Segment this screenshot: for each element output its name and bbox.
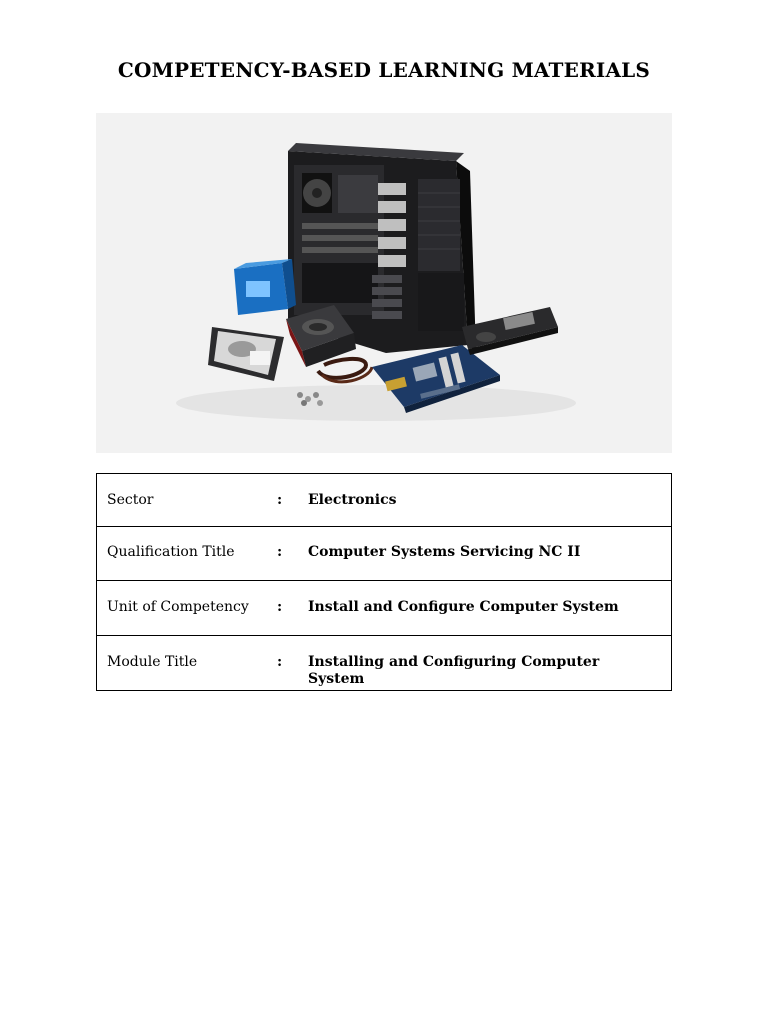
- module-title-value: Installing and Configuring Computer System: [308, 654, 600, 687]
- cpu-box-icon: [234, 259, 296, 315]
- page-title: COMPETENCY-BASED LEARNING MATERIALS: [117, 58, 651, 82]
- graphics-card-icon: [462, 307, 558, 355]
- module-title-label: Module Title: [107, 654, 198, 670]
- unit-of-competency-colon: :: [277, 599, 283, 615]
- hard-drive-icon: [208, 327, 284, 381]
- qualification-title-value: Computer Systems Servicing NC II: [308, 544, 581, 560]
- unit-of-competency-row: [97, 581, 671, 636]
- module-title-row: [97, 636, 671, 690]
- cables-icon: [318, 359, 372, 382]
- qualification-title-label: Qualification Title: [107, 544, 235, 560]
- qualification-colon: :: [277, 544, 283, 560]
- qualification-row: [97, 527, 671, 581]
- computer-parts-photo: [96, 113, 672, 453]
- unit-of-competency-label: Unit of Competency: [107, 599, 249, 615]
- info-table: [96, 473, 672, 691]
- unit-of-competency-value: Install and Configure Computer System: [308, 599, 619, 615]
- sector-label: Sector: [107, 492, 154, 508]
- module-title-colon: :: [277, 654, 283, 670]
- sector-colon: :: [277, 492, 283, 508]
- sector-row: [97, 474, 671, 527]
- sector-value: Electronics: [308, 492, 397, 508]
